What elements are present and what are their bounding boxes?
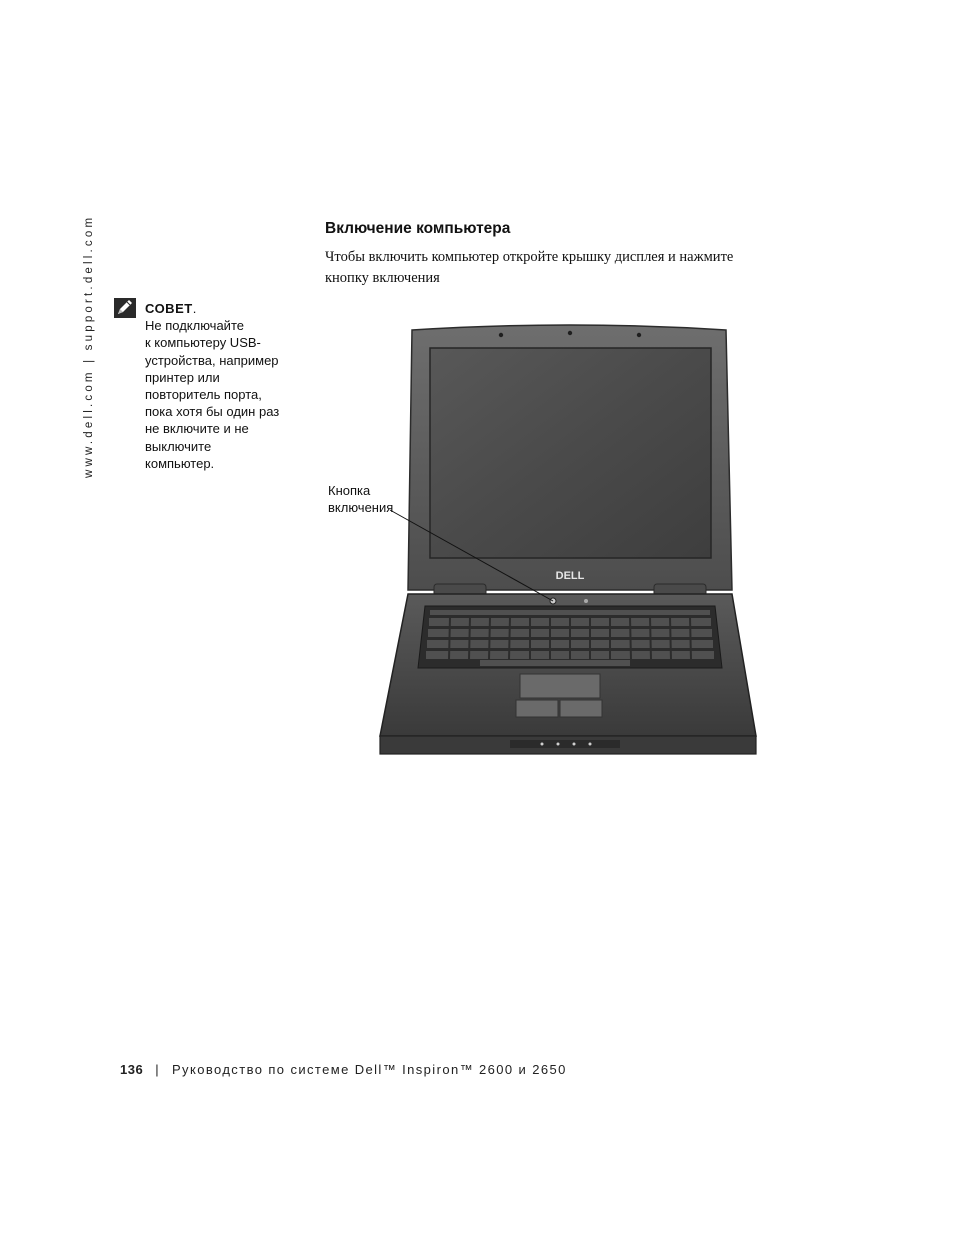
note-block: [145, 300, 305, 472]
footer-title: Руководство по системе Dell™ Inspiron™ 2600 и 2650: [171, 1062, 567, 1077]
section-heading: Включение компьютера: [325, 220, 511, 237]
note-body: Не подключайте к компьютеру USB- устройства, например принтер или повторитель порта, пока хотя бы один раз не включите и не выключите компьютер.: [145, 318, 280, 471]
dell-logo: DELL: [555, 570, 585, 582]
callout-line2: включения: [328, 500, 394, 515]
side-url: www.dell.com | support.dell.com: [83, 214, 95, 478]
callout-label: [328, 482, 393, 516]
note-pencil-icon: [114, 298, 136, 318]
callout-line1: Кнопка: [328, 483, 371, 498]
callout-leader-line: [390, 510, 570, 610]
page-footer: [120, 1062, 567, 1077]
note-title-suffix: .: [192, 301, 197, 316]
page-number: 136: [120, 1062, 144, 1077]
note-title: СОВЕТ: [145, 301, 193, 316]
footer-separator: |: [155, 1062, 160, 1077]
section-paragraph: Чтобы включить компьютер откройте крышку дисплея и нажмите кнопку включения: [325, 249, 734, 286]
